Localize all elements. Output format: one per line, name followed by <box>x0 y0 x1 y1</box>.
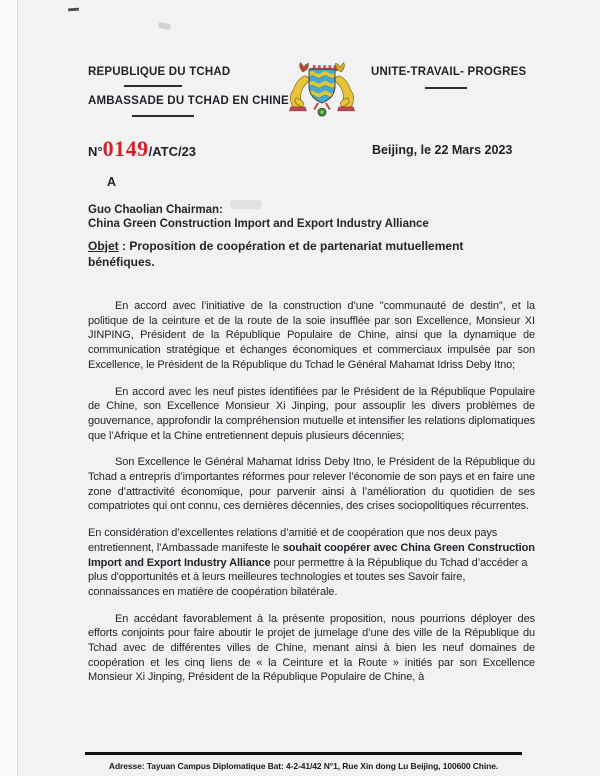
paragraph-4-plain: pour permettre à la République du Tchad d’accéder a plus d'opportunités et à leurs meilleures technologies et toutes ses Savoir faire, connaissances en matière de coopération bilatérale. <box>88 556 528 598</box>
body-paragraph-1: En accord avec l’initiative de la construction d’une "communauté de destin", et la politique de la ceinture et de la route de la soie insufflée par son Excellence, Monsieur XI JINPING, Président de la République Populaire de Chine, ainsi que la dynamique de communication stratégique et échanges économiques et commerciaux impulsée par son Excellence, le Président de la République du Tchad le Général Mahamat Idriss Deby Itno; <box>88 300 535 371</box>
body-paragraph-3: Son Excellence le Général Mahamat Idriss Deby Itno, le Président de la République du Tchad a entrepris d’importantes réformes pour relever l’économie de son pays et en faire une zone d’attractivité économique, pour parvenir ainsi à l’amélioration du quotidien de ses compatriotes qui ont connu, ces dernières décennies, des crises sociopolitiques récurrentes. <box>88 456 535 513</box>
divider-rule <box>425 87 467 89</box>
country-name: REPUBLIQUE DU TCHAD <box>88 66 231 78</box>
letterhead-left <box>88 66 289 117</box>
paragraph-4-bold-phrase: souhait coopérer avec China Green Construction Import and Export Industry Alliance <box>88 541 535 569</box>
reference-digits: 0149 <box>102 136 149 161</box>
salutation: A <box>107 175 117 189</box>
footer-rule <box>85 752 522 755</box>
scan-speck-artifact <box>157 22 171 31</box>
paragraph-4-plain: En considération d’excellentes relations d’amitié et de coopération que nos deux pays entretiennent, l’Ambassade manifeste le <box>88 527 498 554</box>
reference-suffix: /ATC/23 <box>148 144 197 159</box>
divider-rule <box>124 85 182 87</box>
subject-text: Proposition de coopération et de partenariat mutuellement bénéfiques. <box>88 239 464 269</box>
subject-label: Objet <box>88 239 119 253</box>
reference-prefix: N° <box>88 144 103 159</box>
reference-number <box>88 136 196 162</box>
footer-address: Adresse: Tayuan Campus Diplomatique Bat: 4-2-41/42 N°1, Rue Xin dong Lu Beijing, 100600 Chine. <box>108 761 499 771</box>
chad-coat-of-arms-icon <box>283 57 361 123</box>
subject-line <box>88 238 522 270</box>
scan-speck-artifact <box>68 8 79 12</box>
recipient-organization: China Green Construction Import and Export Industry Alliance <box>88 218 429 230</box>
letterhead-right <box>371 66 526 89</box>
divider-rule <box>132 115 194 117</box>
body-paragraph-2: En accord avec les neuf pistes identifiées par le Président de la République Populaire de Chine, son Excellence Monsieur Xi Jinping, pour assouplir les divers problèmes de gouvernance, approfondir la compréhension mutuelle et intensifier les relations diplomatiques que l’Afrique et la Chine entretiennent depuis plusieurs décennies; <box>88 385 535 442</box>
recipient-name: Guo Chaolian Chairman: <box>88 204 223 216</box>
body-paragraph-4 <box>88 526 535 600</box>
addressee-block <box>88 175 429 231</box>
place-and-date: Beijing, le 22 Mars 2023 <box>372 143 513 157</box>
scan-edge-artifact <box>0 0 18 776</box>
letter-body <box>88 299 535 697</box>
national-motto: UNITE-TRAVAIL- PROGRES <box>371 66 527 78</box>
embassy-name: AMBASSADE DU TCHAD EN CHINE <box>88 95 289 107</box>
body-paragraph-5: En accédant favorablement à la présente proposition, nous pourrions déployer des efforts conjoints pour faire aboutir le projet de jumelage d’une des ville de la République du Tchad avec de différentes villes de Chine, menant ainsi à bien les neuf domaines de coopération et les cinq liens de « la Ceinture et la Route » initiés par son Excellence Monsieur Xi Jinping, Président de la République Populaire de Chine, à <box>88 612 535 684</box>
subject-separator: : <box>118 239 130 253</box>
